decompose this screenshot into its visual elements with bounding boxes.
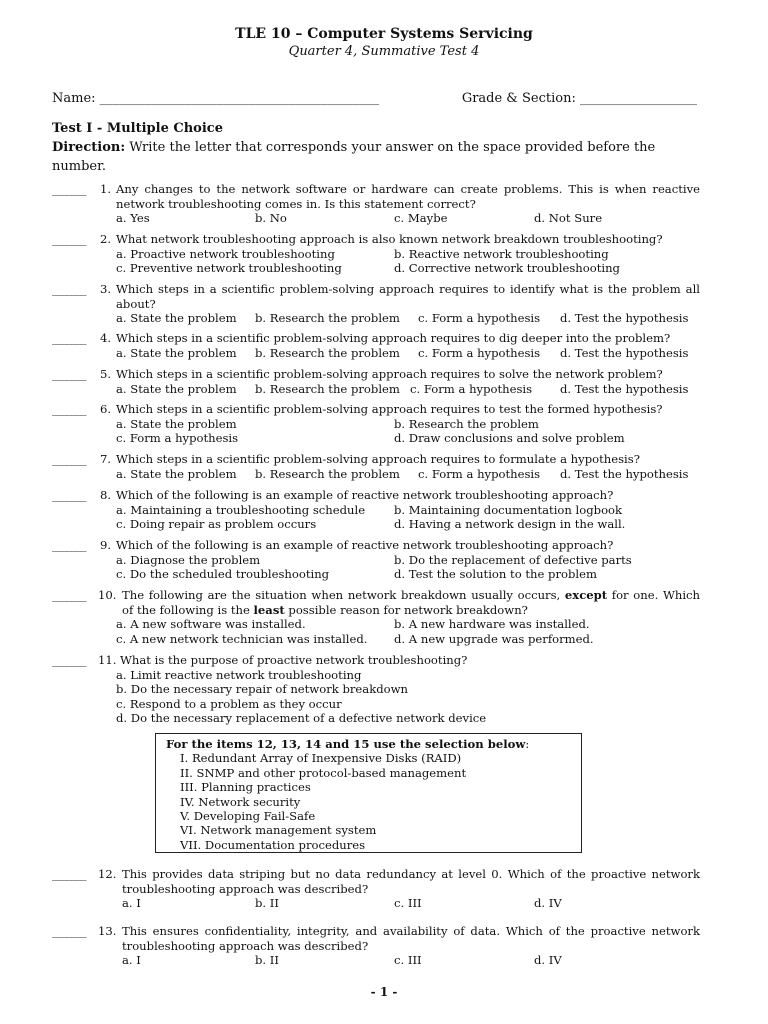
option-b: b. Do the replacement of defective parts xyxy=(394,552,632,567)
grade-section-field: Grade & Section: __________________ xyxy=(461,91,697,106)
option-b: b. Maintaining documentation logbook xyxy=(394,502,623,517)
option-c: c. Form a hypothesis xyxy=(410,381,533,396)
direction-label: Direction: xyxy=(52,140,126,155)
question-3 xyxy=(52,282,700,326)
stem-part: possible reason for network breakdown? xyxy=(284,602,528,617)
answer-blank: _______ xyxy=(52,538,86,552)
question-number: 2. xyxy=(100,232,112,246)
question-10 xyxy=(52,588,700,646)
option-d: d. Corrective network troubleshooting xyxy=(394,261,620,275)
question-9 xyxy=(52,538,700,582)
answer-blank: _______ xyxy=(52,232,86,246)
option-b: b. II xyxy=(255,953,279,967)
question-2 xyxy=(52,232,700,276)
question-12 xyxy=(52,867,700,911)
question-stem: Which of the following is an example of reactive network troubleshooting approach? xyxy=(116,538,614,552)
options-row xyxy=(116,503,700,518)
option-d: d. IV xyxy=(534,896,562,910)
selection-item: I. Redundant Array of Inexpensive Disks (RAID) xyxy=(180,751,462,766)
question-number: 9. xyxy=(100,538,112,552)
question-stem: Which steps in a scientific problem-solving approach requires to formulate a hypothesis? xyxy=(116,452,640,466)
selection-heading-text: For the items 12, 13, 14 and 15 use the selection below xyxy=(166,737,526,751)
option-c: c. III xyxy=(394,953,422,967)
stem-emphasis: least xyxy=(253,602,285,617)
options-row xyxy=(116,431,700,446)
option-d: d. Do the necessary replacement of a defective network device xyxy=(116,711,487,725)
option-d: d. Test the solution to the problem xyxy=(394,567,597,581)
question-stem: Which steps in a scientific problem-solving approach requires to dig deeper into the problem? xyxy=(116,331,671,345)
options-row xyxy=(116,553,700,568)
question-number: 13. xyxy=(98,924,117,938)
question-stem: This ensures confidentiality, integrity, and availability of data. Which of the proactive network troubleshooting approach was described? xyxy=(122,924,700,953)
options-row xyxy=(116,953,700,968)
answer-blank: _______ xyxy=(52,924,86,938)
question-11 xyxy=(52,653,700,726)
question-number: 12. xyxy=(98,867,117,881)
option-b: b. Reactive network troubleshooting xyxy=(394,246,609,261)
selection-heading xyxy=(166,737,581,751)
option-a: a. State the problem xyxy=(116,345,237,360)
options-row xyxy=(116,247,700,262)
option-a: a. State the problem xyxy=(116,416,237,431)
options-row xyxy=(116,567,700,582)
options-row xyxy=(116,617,700,632)
answer-blank: _______ xyxy=(52,867,86,881)
direction xyxy=(52,138,698,176)
answer-blank: _______ xyxy=(52,488,86,502)
option-a: a. Proactive network troubleshooting xyxy=(116,246,335,261)
option-b: b. II xyxy=(255,896,279,910)
options-row xyxy=(116,467,700,482)
answer-blank: _______ xyxy=(52,588,86,602)
test-heading: Test I - Multiple Choice xyxy=(52,121,223,136)
question-4 xyxy=(52,331,700,360)
question-number: 1. xyxy=(100,182,112,196)
option-c: c. Maybe xyxy=(394,211,448,225)
selection-item: III. Planning practices xyxy=(180,780,311,795)
question-1 xyxy=(52,182,700,226)
options-list xyxy=(116,668,700,726)
document-subtitle: Quarter 4, Summative Test 4 xyxy=(288,44,480,59)
option-d: d. Test the hypothesis xyxy=(560,311,689,325)
question-stem: What is the purpose of proactive network troubleshooting? xyxy=(120,653,468,667)
option-a: a. A new software was installed. xyxy=(116,617,306,631)
options-row xyxy=(116,211,700,226)
option-d: d. Test the hypothesis xyxy=(560,345,689,360)
stem-emphasis: except xyxy=(564,588,608,602)
selection-item: IV. Network security xyxy=(180,794,301,809)
answer-blank: _______ xyxy=(52,182,86,196)
option-b: b. Do the necessary repair of network breakdown xyxy=(116,682,409,696)
question-stem: Which of the following is an example of reactive network troubleshooting approach? xyxy=(116,488,614,502)
option-d: d. Test the hypothesis xyxy=(560,466,689,481)
selection-item: VII. Documentation procedures xyxy=(180,837,366,852)
option-c: c. III xyxy=(394,896,422,910)
page-number: - 1 - xyxy=(370,985,398,999)
option-c: c. A new network technician was installed. xyxy=(116,631,368,646)
options-row xyxy=(116,382,700,397)
question-number: 8. xyxy=(100,488,112,502)
question-number: 10. xyxy=(98,588,117,602)
selection-heading-colon: : xyxy=(525,737,530,751)
option-d: d. Draw conclusions and solve problem xyxy=(394,431,625,445)
option-a: a. State the problem xyxy=(116,466,237,481)
stem-part: The following are the situation when network breakdown usually occurs, xyxy=(122,588,565,602)
option-d: d. IV xyxy=(534,953,562,967)
question-number: 11. xyxy=(98,653,117,667)
option-b: b. Research the problem xyxy=(255,381,400,396)
question-number: 3. xyxy=(100,282,112,296)
option-d: d. Test the hypothesis xyxy=(560,381,689,396)
answer-blank: _______ xyxy=(52,402,86,416)
option-b: b. Research the problem xyxy=(255,311,400,325)
option-b: b. Research the problem xyxy=(255,345,400,360)
option-c: c. Respond to a problem as they occur xyxy=(116,696,342,711)
options-row xyxy=(116,311,700,326)
options-row xyxy=(116,261,700,276)
answer-blank: _______ xyxy=(52,331,86,345)
options-row xyxy=(116,517,700,532)
answer-blank: _______ xyxy=(52,367,86,381)
answer-blank: _______ xyxy=(52,653,86,667)
question-stem xyxy=(122,588,700,617)
name-field: Name: ___________________________________________ xyxy=(52,91,380,106)
student-info-row xyxy=(52,91,697,106)
option-c: c. Doing repair as problem occurs xyxy=(116,517,317,531)
direction-text: Write the letter that corresponds your answer on the space provided before the number. xyxy=(52,140,656,174)
option-a: a. State the problem xyxy=(116,311,237,325)
options-row xyxy=(116,632,700,647)
option-a: a. Limit reactive network troubleshooting xyxy=(116,667,362,682)
question-6 xyxy=(52,402,700,446)
question-8 xyxy=(52,488,700,532)
option-d: d. Not Sure xyxy=(534,211,603,225)
question-stem: What network troubleshooting approach is also known network breakdown troubleshooting? xyxy=(116,232,663,246)
question-stem: Which steps in a scientific problem-solving approach requires to test the formed hypothesis? xyxy=(116,402,663,416)
question-number: 4. xyxy=(100,331,112,345)
option-c: c. Form a hypothesis xyxy=(116,431,239,445)
question-13 xyxy=(52,924,700,968)
selection-box xyxy=(155,733,582,853)
option-c: c. Form a hypothesis xyxy=(418,466,541,481)
option-c: c. Do the scheduled troubleshooting xyxy=(116,567,330,581)
question-number: 7. xyxy=(100,452,112,466)
options-row xyxy=(116,346,700,361)
option-a: a. State the problem xyxy=(116,381,237,396)
answer-blank: _______ xyxy=(52,282,86,296)
option-c: c. Form a hypothesis xyxy=(418,311,541,325)
option-b: b. No xyxy=(255,211,287,225)
option-a: a. Maintaining a troubleshooting schedule xyxy=(116,502,366,517)
question-stem: This provides data striping but no data redundancy at level 0. Which of the proactive network troubleshooting approach was described? xyxy=(122,867,700,896)
selection-item: VI. Network management system xyxy=(180,823,377,838)
option-c: c. Preventive network troubleshooting xyxy=(116,261,342,275)
stem-part: for one. Which of the following is the xyxy=(122,588,700,617)
option-a: a. I xyxy=(122,896,141,910)
option-d: d. A new upgrade was performed. xyxy=(394,631,594,646)
answer-blank: _______ xyxy=(52,452,86,466)
question-7 xyxy=(52,452,700,481)
question-stem: Which steps in a scientific problem-solving approach requires to identify what is the problem all about? xyxy=(116,282,700,311)
options-row xyxy=(116,896,700,911)
option-a: a. I xyxy=(122,953,141,967)
document-title: TLE 10 – Computer Systems Servicing xyxy=(235,26,533,42)
option-b: b. Research the problem xyxy=(255,466,400,481)
option-a: a. Diagnose the problem xyxy=(116,552,261,567)
option-a: a. Yes xyxy=(116,211,150,225)
question-stem: Any changes to the network software or hardware can create problems. This is when reactive network troubleshooting comes in. Is this statement correct? xyxy=(116,182,700,211)
question-number: 5. xyxy=(100,367,112,381)
question-stem: Which steps in a scientific problem-solving approach requires to solve the network problem? xyxy=(116,367,663,381)
options-row xyxy=(116,417,700,432)
selection-item: II. SNMP and other protocol-based management xyxy=(180,765,467,780)
option-b: b. Research the problem xyxy=(394,416,539,431)
selection-item: V. Developing Fail-Safe xyxy=(180,809,316,824)
question-5 xyxy=(52,367,700,396)
question-number: 6. xyxy=(100,402,112,416)
option-c: c. Form a hypothesis xyxy=(418,345,541,360)
option-b: b. A new hardware was installed. xyxy=(394,617,590,631)
option-d: d. Having a network design in the wall. xyxy=(394,517,626,531)
